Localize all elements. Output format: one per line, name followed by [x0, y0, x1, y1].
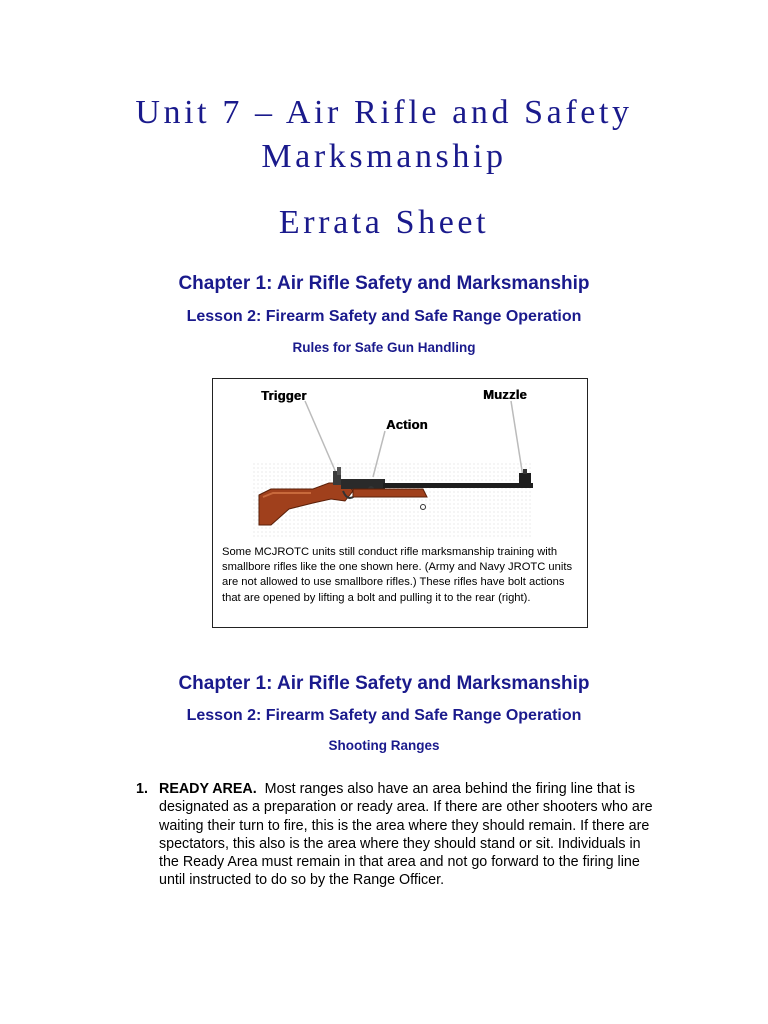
trigger-label: Trigger: [261, 388, 307, 403]
list-item-term: READY AREA.: [159, 781, 257, 797]
document-subtitle: Errata Sheet: [278, 204, 490, 241]
chapter-heading: Chapter 1: Air Rifle Safety and Marksmanship: [178, 273, 590, 294]
lesson-heading: Lesson 2: Firearm Safety and Safe Range Operation: [186, 308, 582, 325]
chapter-heading-2: Chapter 1: Air Rifle Safety and Marksmanship: [178, 673, 590, 694]
figure-caption: Some MCJROTC units still conduct rifle marksmanship training with smallbore rifles like the one shown here. (Army and Navy JROTC units are not allowed to use smallbore rifles.) These rifles have bolt actions that are opened by lifting a bolt and pulling it to the rear (right).: [222, 546, 573, 604]
section-subheading: Rules for Safe Gun Handling: [292, 340, 476, 355]
document-title-line-1: Unit 7 – Air Rifle and Safety: [135, 94, 633, 131]
list-item-body: [159, 780, 659, 890]
rifle-illustration-icon: [213, 379, 589, 539]
rifle-figure: [212, 378, 588, 628]
document-title-line-2: Marksmanship: [261, 138, 507, 175]
list-item-number: 1.: [136, 781, 148, 797]
section-subheading-2: Shooting Ranges: [328, 738, 440, 753]
muzzle-label: Muzzle: [483, 387, 527, 402]
lesson-heading-2: Lesson 2: Firearm Safety and Safe Range Operation: [186, 707, 582, 724]
action-label: Action: [386, 417, 428, 432]
list-item-text: Most ranges also have an area behind the firing line that is designated as a preparation or ready area. If there are other shooters who are waiting their turn to fire, this is the area where they should remain. If there are spectators, this also is the area where they should stand or sit. Individuals in the Ready Area must remain in that area and not go forward to the firing line until instructed to do so by the Range Officer.: [159, 781, 653, 889]
